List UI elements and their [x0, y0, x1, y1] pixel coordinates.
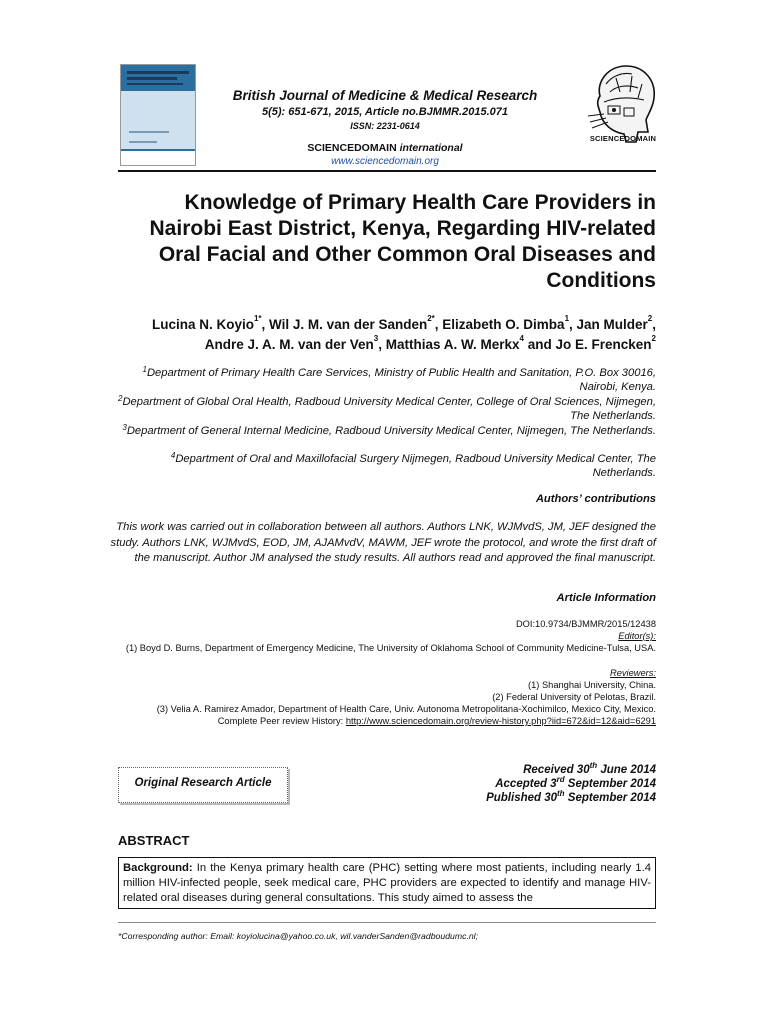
journal-cover-thumbnail	[120, 64, 196, 166]
abstract-background-text: In the Kenya primary health care (PHC) setting where most patients, including nearly 1.4 million HIV-infected people, seek medical care, PHC providers are expected to identify and manage HIV-related oral diseases during general consultations. This study aimed to assess the	[123, 862, 651, 904]
editor-1: (1) Boyd D. Burns, Department of Emergency Medicine, The University of Oklahoma School of Community Medicine-Tulsa, USA.	[125, 643, 656, 653]
contributions-heading: Authors’ contributions	[535, 493, 656, 505]
article-type-box	[118, 767, 288, 803]
affiliation-2: $^2$Department of Global Oral Health, Radboud University Medical Center, College of Oral Sciences, Nijmegen, The Netherlands.	[118, 394, 656, 422]
affiliation-4: $^4$Department of Oral and Maxillofacial Surgery Nijmegen, Radboud University Medical Center, The Netherlands.	[170, 451, 656, 479]
article-type-label: Original Research Article	[134, 777, 272, 789]
published-date: Published 30th September 2014	[486, 789, 656, 804]
reviewers-heading: Reviewers:	[610, 668, 656, 678]
abstract-box	[118, 857, 656, 909]
journal-issn: ISSN: 2231-0614	[350, 121, 420, 131]
peer-review-history: Complete Peer review History: http://www.sciencedomain.org/review-history.php?iid=672&id=12&aid=6291	[217, 716, 656, 726]
affiliation-3: $^3$Department of General Internal Medicine, Radboud University Medical Center, Nijmegen, The Netherlands.	[122, 423, 656, 437]
header-divider	[118, 170, 656, 172]
journal-volume: 5(5): 651-671, 2015, Article no.BJMMR.2015.071	[262, 106, 508, 118]
author-line-2: Andre J. A. M. van der Ven$^3$, Matthias A. W. Merkx$^4$ and Jo E. Frencken$^2$	[204, 334, 656, 352]
publisher-logo-text: SCIENCEDOMAIN	[589, 134, 657, 143]
footnote-divider	[118, 922, 656, 923]
accepted-date: Accepted 3rd September 2014	[495, 775, 656, 790]
publisher-name: SCIENCEDOMAIN international	[307, 142, 463, 154]
article-title: Knowledge of Primary Health Care Providers in Nairobi East District, Kenya, Regarding HIV-related Oral Facial and Other Common Oral Diseases and Conditions	[149, 191, 656, 292]
publisher-website-link[interactable]: www.sciencedomain.org	[331, 156, 439, 167]
reviewer-1: (1) Shanghai University, China.	[528, 680, 656, 690]
editors-heading: Editor(s):	[618, 631, 656, 641]
article-info-heading: Article Information	[556, 592, 656, 604]
reviewer-2: (2) Federal University of Pelotas, Brazil.	[492, 692, 656, 702]
received-date: Received 30th June 2014	[523, 761, 656, 776]
affiliation-1: $^1$Department of Primary Health Care Services, Ministry of Public Health and Sanitation, P.O. Box 30016, Nairobi, Kenya.	[142, 365, 656, 393]
reviewer-3: (3) Velia A. Ramirez Amador, Department of Health Care, Univ. Autonoma Metropolitana-Xochimilco, Mexico City, Mexico.	[156, 704, 656, 714]
corresponding-author-footnote: *Corresponding author: Email: koyiolucina@yahoo.co.uk, wil.vanderSanden@radboudumc.nl;	[118, 931, 479, 941]
author-line-1: Lucina N. Koyio$^{1*}$, Wil J. M. van der Sanden$^{2*}$, Elizabeth O. Dimba$^1$, Jan Mulder$^2$,	[151, 314, 656, 332]
peer-review-history-link[interactable]: http://www.sciencedomain.org/review-history.php?iid=672&id=12&aid=6291	[345, 716, 656, 726]
doi: DOI:10.9734/BJMMR/2015/12438	[515, 619, 656, 629]
journal-name: British Journal of Medicine & Medical Research	[232, 88, 538, 103]
abstract-heading: ABSTRACT	[118, 833, 190, 848]
abstract-background-label: Background:	[123, 862, 193, 874]
contributions-text: This work was carried out in collaboration between all authors. Authors LNK, WJMvdS, JM, JEF designed the study. Authors LNK, WJMvdS, EOD, JM, AJAMvdV, MAWM, JEF wrote the protocol, and wrote the first draft of the manuscript. Author JM analysed the study results. All authors read and approved the final manuscript.	[110, 521, 656, 564]
